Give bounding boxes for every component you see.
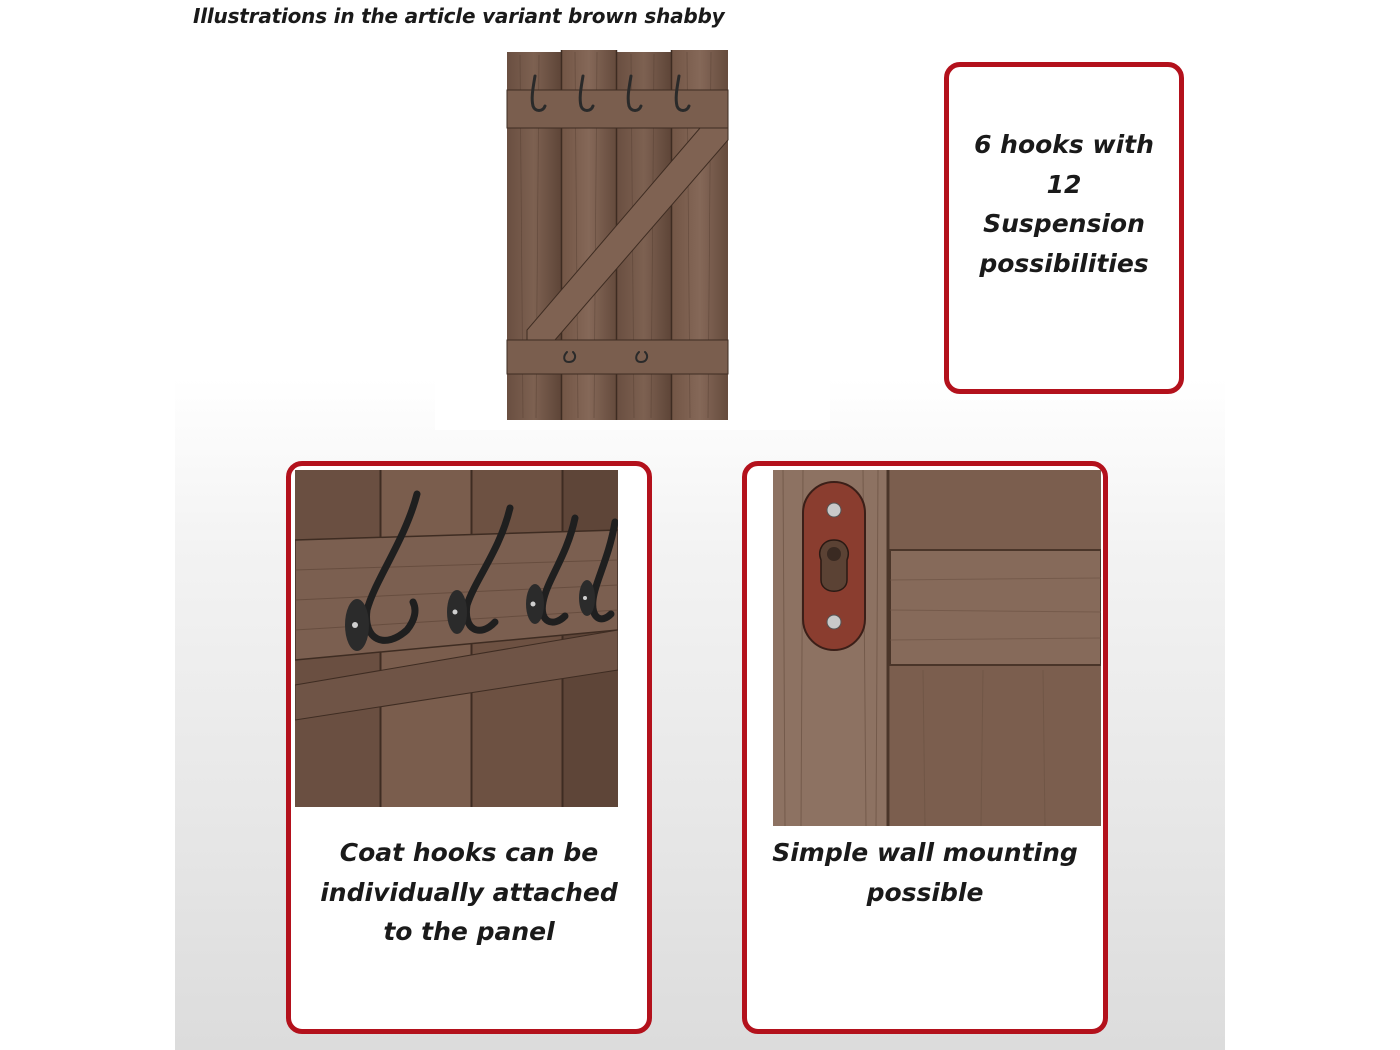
hooks-count-card [944,62,1184,394]
keyhole-bracket [803,482,865,650]
page-heading: Illustrations in the article variant brown shabby [193,4,725,28]
wall-mount-card [742,461,1108,1034]
coat-hooks-text: Coat hooks can be individually attached to the panel [320,838,618,946]
wall-mount-text: Simple wall mounting possible [772,838,1078,907]
coat-hooks-photo [295,470,618,807]
hooks-count-text: 6 hooks with 12 Suspension possibilities [974,130,1154,278]
wall-mount-photo [773,470,1101,826]
product-image [435,40,830,430]
coat-hooks-card [286,461,652,1034]
